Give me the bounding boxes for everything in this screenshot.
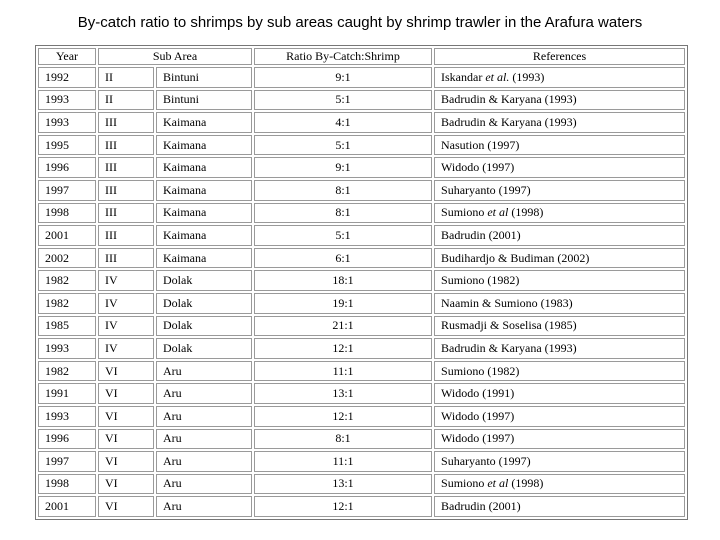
cell-sub-area-code: VI — [98, 361, 154, 382]
cell-area-name: Kaimana — [156, 135, 252, 156]
cell-sub-area-code: IV — [98, 293, 154, 314]
table-row — [38, 361, 685, 382]
cell-year: 1985 — [38, 316, 96, 337]
cell-ratio: 13:1 — [254, 383, 432, 404]
cell-ratio: 5:1 — [254, 225, 432, 246]
cell-reference: Badrudin & Karyana (1993) — [434, 338, 685, 359]
cell-reference: Budihardjo & Budiman (2002) — [434, 248, 685, 269]
cell-year: 1995 — [38, 135, 96, 156]
cell-ratio: 12:1 — [254, 496, 432, 517]
header-sub-area: Sub Area — [98, 48, 252, 65]
table-row — [38, 203, 685, 224]
cell-area-name: Kaimana — [156, 225, 252, 246]
cell-area-name: Aru — [156, 474, 252, 495]
cell-sub-area-code: III — [98, 135, 154, 156]
table-body — [38, 67, 685, 517]
table-row — [38, 496, 685, 517]
cell-area-name: Kaimana — [156, 157, 252, 178]
cell-year: 1982 — [38, 270, 96, 291]
cell-year: 2001 — [38, 496, 96, 517]
cell-year: 1993 — [38, 338, 96, 359]
cell-year: 1993 — [38, 406, 96, 427]
cell-reference: Widodo (1991) — [434, 383, 685, 404]
cell-reference: Iskandar et al. (1993) — [434, 67, 685, 88]
cell-ratio: 19:1 — [254, 293, 432, 314]
cell-sub-area-code: III — [98, 112, 154, 133]
cell-sub-area-code: II — [98, 67, 154, 88]
cell-reference: Nasution (1997) — [434, 135, 685, 156]
cell-year: 1992 — [38, 67, 96, 88]
cell-sub-area-code: VI — [98, 383, 154, 404]
table-row — [38, 135, 685, 156]
table-row — [38, 406, 685, 427]
cell-ratio: 9:1 — [254, 157, 432, 178]
cell-reference: Sumiono et al (1998) — [434, 203, 685, 224]
cell-ratio: 11:1 — [254, 451, 432, 472]
cell-year: 1998 — [38, 474, 96, 495]
table-row — [38, 383, 685, 404]
cell-sub-area-code: VI — [98, 451, 154, 472]
cell-area-name: Kaimana — [156, 112, 252, 133]
cell-ratio: 12:1 — [254, 406, 432, 427]
cell-year: 1997 — [38, 451, 96, 472]
cell-area-name: Aru — [156, 383, 252, 404]
cell-reference: Badrudin (2001) — [434, 496, 685, 517]
cell-reference: Badrudin & Karyana (1993) — [434, 112, 685, 133]
cell-year: 1998 — [38, 203, 96, 224]
cell-ratio: 9:1 — [254, 67, 432, 88]
table-header-row — [38, 48, 685, 65]
cell-ratio: 5:1 — [254, 90, 432, 111]
cell-reference: Sumiono et al (1998) — [434, 474, 685, 495]
cell-ratio: 8:1 — [254, 429, 432, 450]
cell-sub-area-code: III — [98, 157, 154, 178]
table-row — [38, 67, 685, 88]
table-row — [38, 429, 685, 450]
cell-area-name: Dolak — [156, 293, 252, 314]
cell-year: 1997 — [38, 180, 96, 201]
cell-area-name: Dolak — [156, 316, 252, 337]
table-row — [38, 225, 685, 246]
cell-year: 1996 — [38, 157, 96, 178]
table-row — [38, 451, 685, 472]
cell-year: 2001 — [38, 225, 96, 246]
cell-reference: Rusmadji & Soselisa (1985) — [434, 316, 685, 337]
cell-reference: Naamin & Sumiono (1983) — [434, 293, 685, 314]
cell-area-name: Aru — [156, 451, 252, 472]
cell-ratio: 11:1 — [254, 361, 432, 382]
table-row — [38, 338, 685, 359]
cell-sub-area-code: II — [98, 90, 154, 111]
cell-area-name: Bintuni — [156, 67, 252, 88]
bycatch-table — [35, 45, 688, 520]
cell-ratio: 21:1 — [254, 316, 432, 337]
cell-reference: Badrudin & Karyana (1993) — [434, 90, 685, 111]
cell-sub-area-code: III — [98, 248, 154, 269]
cell-sub-area-code: VI — [98, 496, 154, 517]
cell-ratio: 5:1 — [254, 135, 432, 156]
cell-ratio: 13:1 — [254, 474, 432, 495]
table-row — [38, 474, 685, 495]
cell-area-name: Aru — [156, 496, 252, 517]
table-row — [38, 293, 685, 314]
header-ratio: Ratio By-Catch:Shrimp — [254, 48, 432, 65]
cell-sub-area-code: VI — [98, 406, 154, 427]
cell-reference: Widodo (1997) — [434, 406, 685, 427]
cell-reference: Sumiono (1982) — [434, 361, 685, 382]
cell-sub-area-code: III — [98, 225, 154, 246]
cell-year: 1982 — [38, 293, 96, 314]
cell-ratio: 4:1 — [254, 112, 432, 133]
cell-area-name: Aru — [156, 429, 252, 450]
cell-area-name: Aru — [156, 361, 252, 382]
cell-reference: Widodo (1997) — [434, 157, 685, 178]
cell-area-name: Dolak — [156, 338, 252, 359]
header-year: Year — [38, 48, 96, 65]
table-row — [38, 112, 685, 133]
cell-sub-area-code: VI — [98, 429, 154, 450]
cell-ratio: 6:1 — [254, 248, 432, 269]
table-row — [38, 90, 685, 111]
cell-sub-area-code: III — [98, 180, 154, 201]
cell-year: 1993 — [38, 90, 96, 111]
cell-sub-area-code: IV — [98, 338, 154, 359]
cell-year: 1993 — [38, 112, 96, 133]
cell-area-name: Kaimana — [156, 203, 252, 224]
cell-reference: Suharyanto (1997) — [434, 180, 685, 201]
cell-ratio: 18:1 — [254, 270, 432, 291]
cell-reference: Badrudin (2001) — [434, 225, 685, 246]
table-row — [38, 157, 685, 178]
table-row — [38, 180, 685, 201]
cell-reference: Widodo (1997) — [434, 429, 685, 450]
cell-sub-area-code: IV — [98, 316, 154, 337]
header-references: References — [434, 48, 685, 65]
cell-reference: Suharyanto (1997) — [434, 451, 685, 472]
cell-year: 1982 — [38, 361, 96, 382]
cell-sub-area-code: III — [98, 203, 154, 224]
cell-sub-area-code: VI — [98, 474, 154, 495]
cell-sub-area-code: IV — [98, 270, 154, 291]
cell-area-name: Kaimana — [156, 248, 252, 269]
table-row — [38, 270, 685, 291]
cell-ratio: 8:1 — [254, 203, 432, 224]
cell-year: 2002 — [38, 248, 96, 269]
cell-area-name: Kaimana — [156, 180, 252, 201]
cell-ratio: 12:1 — [254, 338, 432, 359]
table-row — [38, 248, 685, 269]
cell-area-name: Bintuni — [156, 90, 252, 111]
table-row — [38, 316, 685, 337]
cell-reference: Sumiono (1982) — [434, 270, 685, 291]
cell-area-name: Dolak — [156, 270, 252, 291]
cell-year: 1991 — [38, 383, 96, 404]
cell-area-name: Aru — [156, 406, 252, 427]
page-title: By-catch ratio to shrimps by sub areas caught by shrimp trawler in the Arafura waters — [77, 14, 643, 31]
cell-year: 1996 — [38, 429, 96, 450]
cell-ratio: 8:1 — [254, 180, 432, 201]
